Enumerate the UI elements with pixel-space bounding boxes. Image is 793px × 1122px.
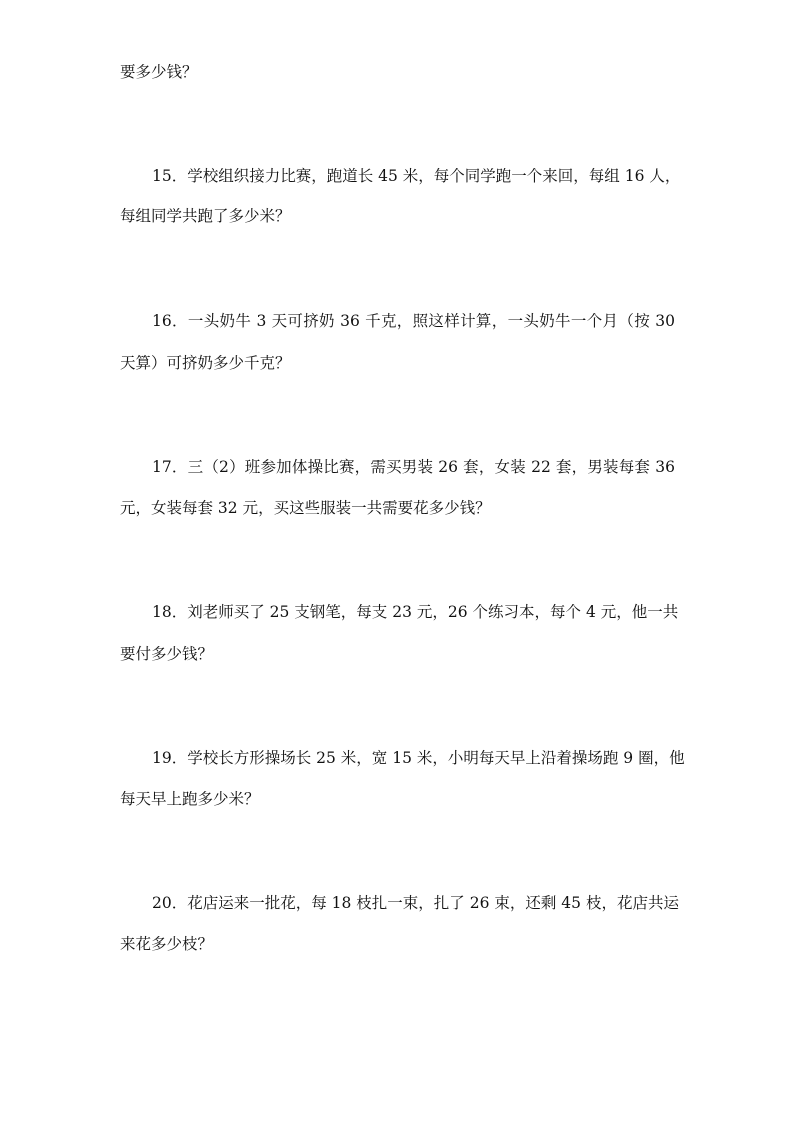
problem-text-line: 每组同学共跑了多少米？ xyxy=(120,207,291,225)
problem-text-line: 来花多少枝？ xyxy=(120,935,214,953)
problem-text-line: 元，女装每套 32 元，买这些服装一共需要花多少钱？ xyxy=(120,499,491,517)
problem-text-line: 20．花店运来一批花，每 18 枝扎一束，扎了 26 束，还剩 45 枝，花店共运 xyxy=(152,894,679,912)
problem-text-line: 17．三（2）班参加体操比赛，需买男装 26 套，女装 22 套，男装每套 36 xyxy=(152,458,675,476)
problem-text-line: 要付多少钱？ xyxy=(120,645,214,663)
problem-text-line: 18．刘老师买了 25 支钢笔，每支 23 元，26 个练习本，每个 4 元，他一共 xyxy=(152,603,679,621)
problem-text-line: 16．一头奶牛 3 天可挤奶 36 千克，照这样计算，一头奶牛一个月（按 30 xyxy=(152,312,675,330)
problem-text-line: 19．学校长方形操场长 25 米，宽 15 米，小明每天早上沿着操场跑 9 圈，他 xyxy=(152,749,685,767)
problem-text-line: 15．学校组织接力比赛，跑道长 45 米，每个同学跑一个来回，每组 16 人， xyxy=(152,167,681,185)
problem-text-line: 每天早上跑多少米？ xyxy=(120,790,260,808)
problem-text-line: 天算）可挤奶多少千克？ xyxy=(120,354,291,372)
problem-14-continuation: 要多少钱？ xyxy=(120,63,198,81)
